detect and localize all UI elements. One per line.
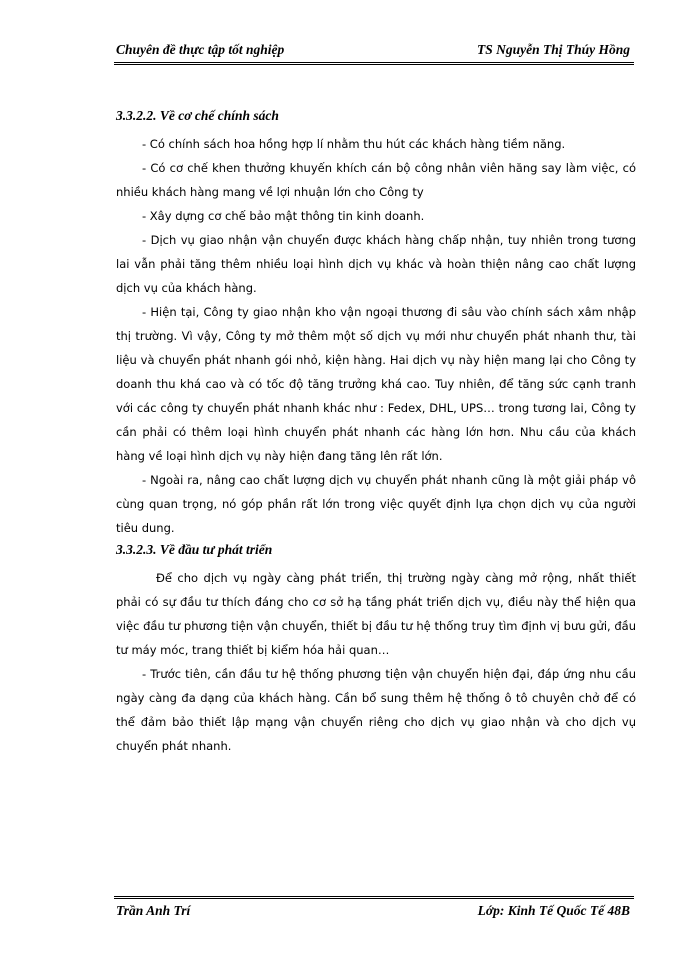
paragraph: - Xây dựng cơ chế bảo mật thông tin kinh doanh. [142, 209, 425, 223]
paragraph: Để cho dịch vụ ngày càng phát triển, thị trường ngày càng mở rộng, nhất thiết phải có sự đầu tư thích đáng cho cơ sở hạ tầng phát triển dịch vụ, điều này thể hiện qua việc đầu tư phương tiện vận chuyển, thiết bị đầu tư hệ thống truy tìm định vị bưu gửi, đầu tư máy móc, trang thiết bị kiểm hóa hải quan… [116, 571, 636, 657]
footer-class: Lớp: Kinh Tế Quốc Tế 48B [477, 903, 630, 918]
page-footer [114, 896, 634, 919]
paragraph: - Có chính sách hoa hồng hợp lí nhằm thu hút các khách hàng tiềm năng. [142, 137, 566, 151]
header-title: Chuyên đề thực tập tốt nghiệp [116, 42, 285, 57]
footer-student: Trần Anh Trí [116, 903, 191, 918]
paragraph: - Dịch vụ giao nhận vận chuyển được khách hàng chấp nhận, tuy nhiên trong tương lai vẫn phải tăng thêm nhiều loại hình dịch vụ khác và hoàn thiện nâng cao chất lượng dịch vụ của khách hàng. [116, 233, 636, 295]
header-author: TS Nguyễn Thị Thúy Hồng [476, 42, 630, 57]
section-heading: 3.3.2.2. Về cơ chế chính sách [116, 108, 279, 123]
paragraph: - Ngoài ra, nâng cao chất lượng dịch vụ chuyển phát nhanh cũng là một giải pháp vô cùng quan trọng, nó góp phần rất lớn trong việc quyết định lựa chọn dịch vụ của người tiêu dung. [116, 473, 636, 535]
paragraph: - Có cơ chế khen thưởng khuyến khích cán bộ công nhân viên hăng say làm việc, có nhiều khách hàng mang về lợi nhuận lớn cho Công ty [116, 161, 636, 199]
document-body [116, 106, 636, 758]
page-header [114, 40, 634, 65]
section-heading: 3.3.2.3. Về đầu tư phát triển [116, 542, 273, 557]
paragraph: - Trước tiên, cần đầu tư hệ thống phương tiện vận chuyển hiện đại, đáp ứng nhu cầu ngày càng đa dạng của khách hàng. Cần bổ sung thêm hệ thống ô tô chuyên chở để có thể đảm bảo thiết lập mạng vận chuyển riêng cho dịch vụ giao nhận và cho dịch vụ chuyển phát nhanh. [116, 667, 636, 753]
paragraph: - Hiện tại, Công ty giao nhận kho vận ngoại thương đi sâu vào chính sách xâm nhập thị trường. Vì vậy, Công ty mở thêm một số dịch vụ mới như chuyển phát nhanh thư, tài liệu và chuyển phát nhanh gói nhỏ, kiện hàng. Hai dịch vụ này hiện mang lại cho Công ty doanh thu khá cao và có tốc độ tăng trưởng khá cao. Tuy nhiên, để tăng sức cạnh tranh với các công ty chuyển phát nhanh khác như : Fedex, DHL, UPS… trong tương lai, Công ty cần phải có thêm loại hình chuyển phát nhanh các hàng lớn hơn. Nhu cầu của khách hàng về loại hình dịch vụ này hiện đang tăng lên rất lớn. [116, 305, 636, 463]
